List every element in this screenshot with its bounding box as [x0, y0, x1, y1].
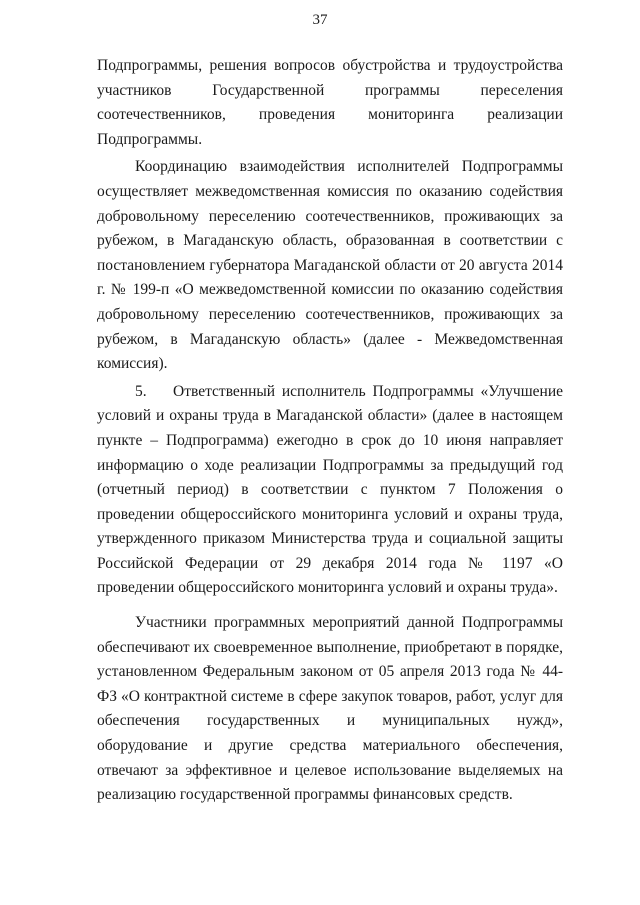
document-body: [97, 54, 563, 808]
page-number: 37: [312, 12, 328, 28]
paragraph-coordination: Координацию взаимодействия исполнителей Подпрограммы осуществляет межведомственная комиссия по оказанию содействия добровольному переселению соотечественников, проживающих за рубежом, в Магаданскую область, образованная в соответствии с постановлением губернатора Магаданской области от 20 августа 2014 г. № 199-п «О межведомственной комиссии по оказанию содействия добровольному переселению соотечественников, проживающих за рубежом, в Магаданскую область» (далее - Межведомственная комиссия).: [97, 158, 563, 373]
paragraph-item-5: [97, 380, 563, 601]
item-5-text: Ответственный исполнитель Подпрограммы «Улучшение условий и охраны труда в Магаданской области» (далее в настоящем пункте – Подпрограмма) ежегодно в срок до 10 июня направляет информацию о ходе реализации Подпрограммы за предыдущий год (отчетный период) в соответствии с пунктом 7 Положения о проведении общероссийского мониторинга условий и охраны труда, утвержденного приказом Министерства труда и социальной защиты Российской Федерации от 29 декабря 2014 года № 1197 «О проведении общероссийского мониторинга условий и охраны труда».: [97, 382, 563, 597]
paragraph-continuation: Подпрограммы, решения вопросов обустройства и трудоустройства участников Государственной программы переселения соотечественников, проведения мониторинга реализации Подпрограммы.: [97, 57, 563, 148]
item-number: 5.: [135, 382, 147, 400]
paragraph-participants: Участники программных мероприятий данной Подпрограммы обеспечивают их своевременное выполнение, приобретают в порядке, установленном Федеральным законом от 05 апреля 2013 года № 44-ФЗ «О контрактной системе в сфере закупок товаров, работ, услуг для обеспечения государственных и муниципальных нужд», оборудование и другие средства материального обеспечения, отвечают за эффективное и целевое использование выделяемых на реализацию государственной программы финансовых средств.: [97, 614, 563, 804]
